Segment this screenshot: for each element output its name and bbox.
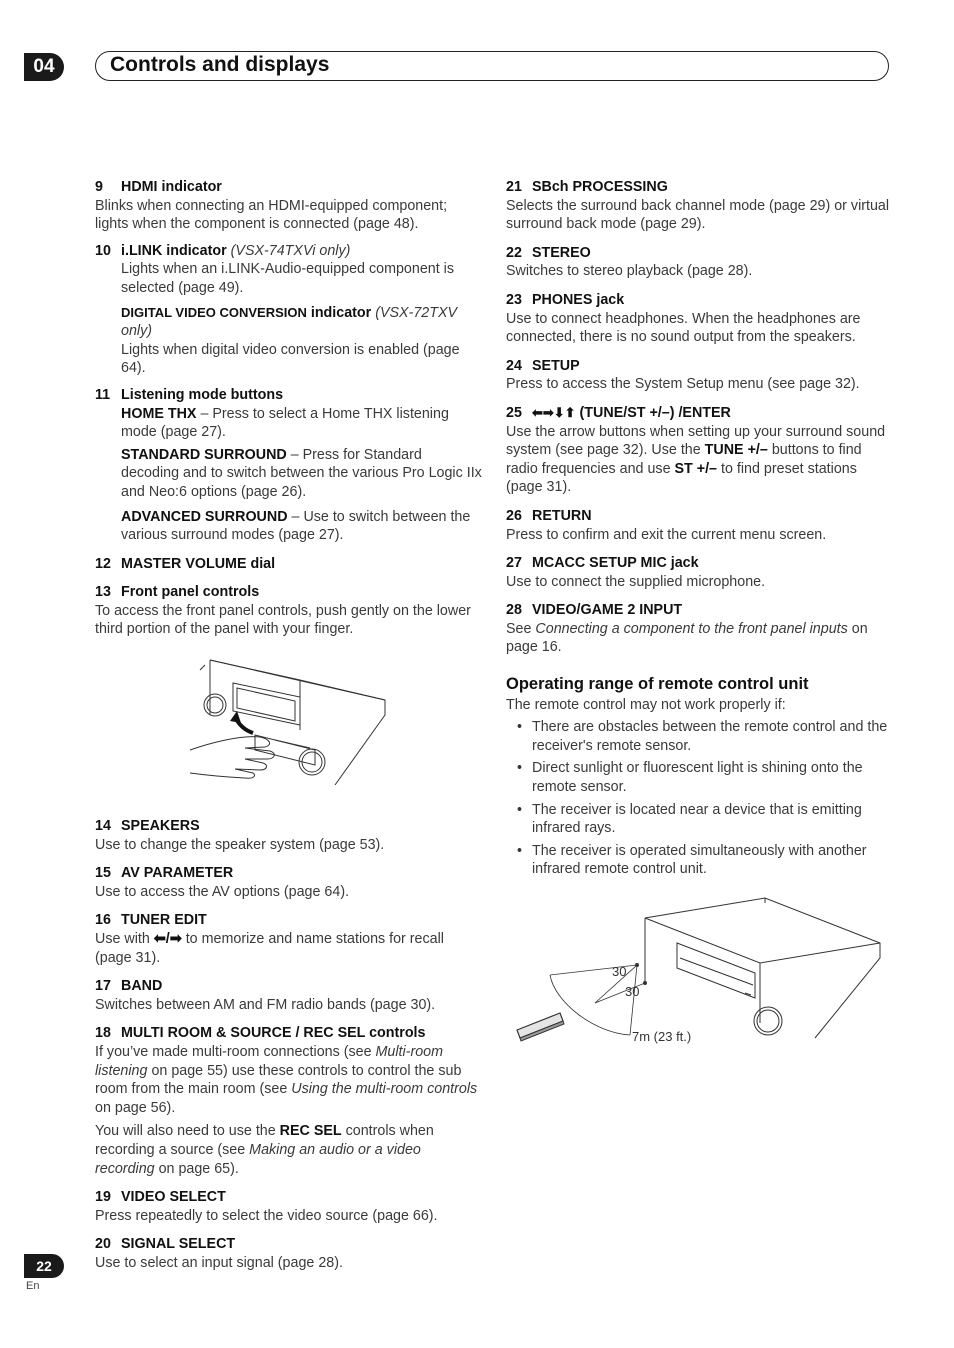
list-item: • The receiver is located near a device that is emitting infrared rays. [532,801,890,838]
right-column [506,178,890,883]
item-18: 18 MULTI ROOM & SOURCE / REC SEL controls If you’ve made multi-room connections (see Multi-room listening on page 55) use these controls to control the sub room from the main room (see Using the multi-room controls on page 56). You will also need to use the REC SEL controls when recording a source (see Making an audio or a video recording on page 65). [95,1025,478,1177]
list-item: • The receiver is operated simultaneously with another infrared remote control unit. [532,842,890,879]
title-bar [95,51,889,81]
item-25: 25 ⬅➡⬇⬆ (TUNE/ST +/–) /ENTER Use the arrow buttons when setting up your surround sound system (see page 32). Use the TUNE +/– buttons to find radio frequencies and use ST +/– to find preset stations (page 31). [506,404,886,496]
item-21: 21 SBch PROCESSING Selects the surround back channel mode (page 29) or virtual surround back mode (page 29). [506,179,890,233]
angle-label-left: 30 [612,964,627,979]
page-number: 22 [24,1254,64,1278]
item-16: 16 TUNER EDIT Use with ⬅/➡ to memorize and name stations for recall (page 31). [95,912,444,966]
item-28: 28 VIDEO/GAME 2 INPUT See Connecting a component to the front panel inputs on page 16. [506,602,868,656]
remote-range-heading: Operating range of remote control unit [506,675,809,694]
arrow-buttons-icon: ⬅➡⬇⬆ [532,404,576,420]
angle-label-right: 30 [625,984,640,999]
front-panel-illustration [185,655,390,785]
item-24: 24 SETUP Press to access the System Setup menu (see page 32). [506,357,860,393]
page-title: Controls and displays [110,53,330,76]
remote-intro: The remote control may not work properly if: [506,696,786,713]
distance-label: 7m (23 ft.) [632,1029,692,1044]
item-27: 27 MCACC SETUP MIC jack Use to connect the supplied microphone. [506,555,766,590]
item-23: 23 PHONES jack Use to connect headphones. When the headphones are connected, there is no sound output from the speakers. [506,291,861,346]
item-22: 22 STEREO Switches to stereo playback (page 28). [506,244,753,280]
chapter-badge: 04 [24,53,64,81]
item-11: 11 Listening mode buttons HOME THX – Press to select a Home THX listening mode (page 27). STANDARD SURROUND – Press for Standard decoding and to switch between the various Pro Logic IIx and Neo:6 options (page 26). ADVANCED SURROUND – Use to switch between the various surround modes (page 27). [95,386,482,544]
item-26: 26 RETURN Press to confirm and exit the current menu screen. [506,507,827,543]
item-19: 19 VIDEO SELECT Press repeatedly to select the video source (page 66). [95,1189,438,1224]
item-13: 13 Front panel controls To access the front panel controls, push gently on the lower third portion of the panel with your finger. [95,584,471,638]
item-12: 12 MASTER VOLUME dial [95,555,276,572]
remote-control-icon [517,1013,564,1041]
remote-range-illustration [515,893,890,1053]
language-code: En [26,1280,40,1292]
list-item: • Direct sunlight or fluorescent light is shining onto the remote sensor. [532,759,890,796]
item-14: 14 SPEAKERS Use to change the speaker system (page 53). [95,818,385,853]
left-right-arrow-icon: ⬅/➡ [153,931,182,948]
item-10b: DIGITAL VIDEO CONVERSION indicator (VSX-72TXV only) Lights when digital video conversion is enabled (page 64). [121,304,460,377]
item-17: 17 BAND Switches between AM and FM radio bands (page 30). [95,978,436,1013]
item-10: 10 i.LINK indicator (VSX-74TXVi only) Lights when an i.LINK-Audio-equipped component is selected (page 49). [95,242,455,296]
remote-conditions-list [506,718,890,879]
list-item: • There are obstacles between the remote control and the receiver's remote sensor. [532,718,890,755]
item-9: 9 HDMI indicator Blinks when connecting an HDMI-equipped component; lights when the component is connected (page 48). [95,179,448,233]
item-15: 15 AV PARAMETER Use to access the AV options (page 64). [95,865,350,900]
item-20: 20 SIGNAL SELECT Use to select an input signal (page 28). [95,1236,343,1271]
